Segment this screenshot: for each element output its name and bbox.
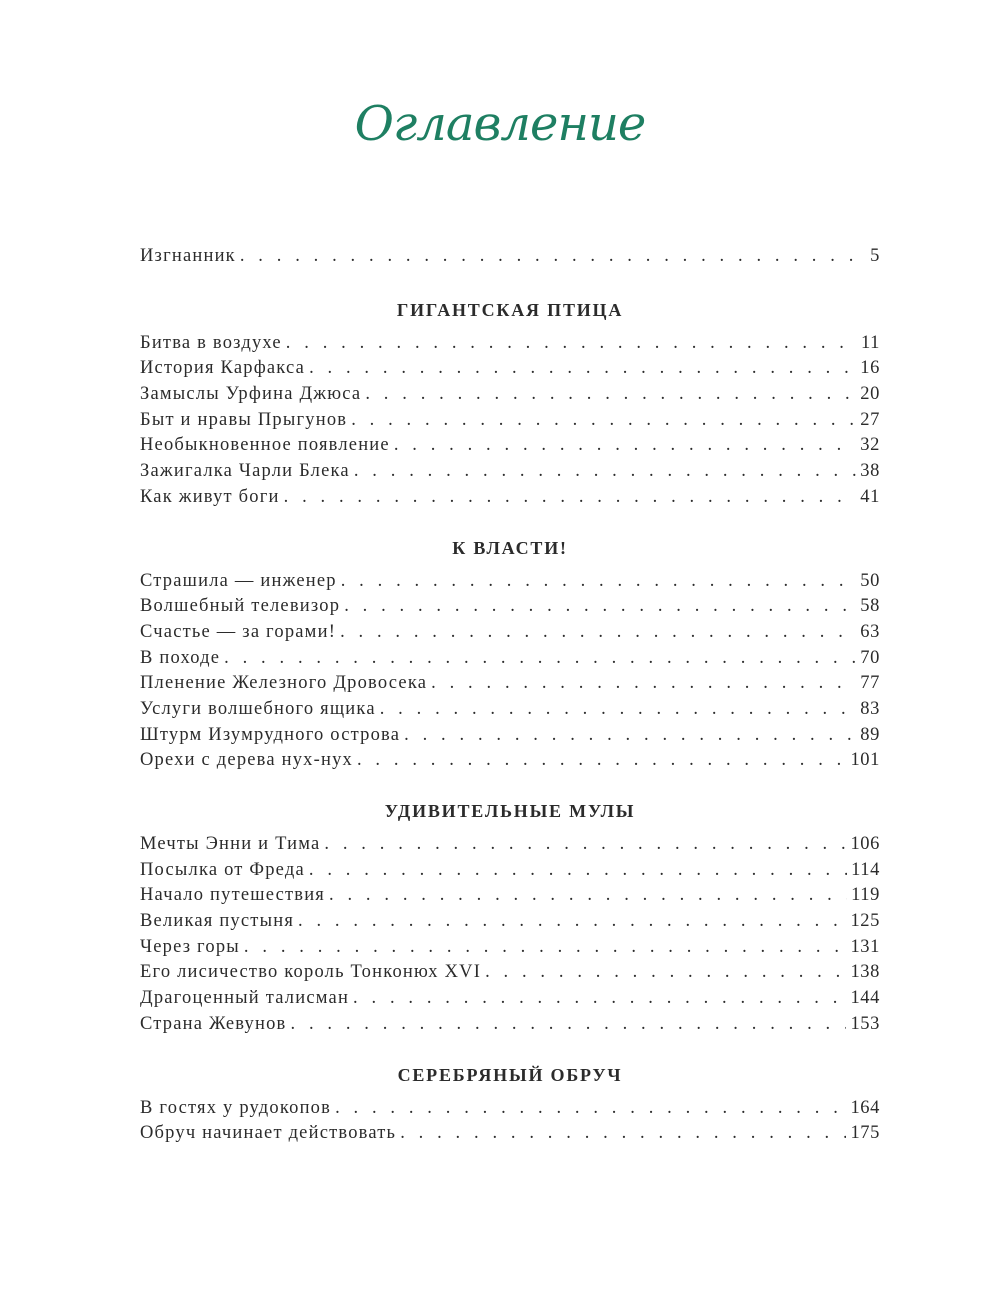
toc-entry-label: Начало путешествия — [140, 885, 326, 906]
dot-leader — [284, 487, 857, 508]
toc-entry[interactable] — [140, 648, 880, 674]
toc-entry-page: 83 — [860, 698, 880, 719]
toc-entry-page: 164 — [850, 1097, 880, 1118]
toc-entry-page: 58 — [860, 596, 880, 617]
toc-entry-label: Его лисичество король Тонконюх XVI — [140, 962, 482, 983]
dot-leader — [400, 1123, 846, 1144]
toc-entry[interactable] — [140, 860, 880, 886]
toc-entry-page: 144 — [850, 988, 880, 1009]
toc-entry-page: 106 — [850, 834, 880, 854]
toc-entry-label: Великая пустыня — [140, 911, 295, 932]
section-heading: СЕРЕБРЯНЫЙ ОБРУЧ — [397, 1064, 623, 1085]
dot-leader — [354, 461, 856, 482]
toc-entry[interactable] — [140, 410, 880, 436]
toc-entry[interactable] — [140, 962, 880, 988]
dot-leader — [365, 384, 856, 405]
toc-entry[interactable] — [140, 937, 880, 963]
dot-leader — [404, 725, 856, 746]
toc-entry-label: Услуги волшебного ящика — [140, 698, 376, 719]
toc-entry-page: 11 — [860, 332, 880, 353]
dot-leader — [329, 885, 847, 906]
toc-entry[interactable] — [140, 1098, 880, 1124]
toc-entry[interactable] — [140, 246, 880, 272]
dot-leader — [394, 435, 856, 456]
toc-entry-label: Необыкновенное появление — [140, 435, 390, 456]
toc-entry-label: Штурм Изумрудного острова — [140, 724, 401, 745]
toc-entry-label: Изгнанник — [140, 246, 236, 266]
toc-entry[interactable] — [140, 596, 880, 622]
dot-leader — [485, 962, 846, 983]
dot-leader — [357, 750, 846, 771]
dot-leader — [353, 988, 846, 1009]
dot-leader — [309, 860, 847, 881]
toc-entry[interactable] — [140, 834, 880, 860]
toc-entry-label: Счастье — за горами! — [140, 621, 337, 642]
dot-leader — [431, 673, 856, 694]
dot-leader — [340, 622, 856, 643]
toc-entry-page: 50 — [860, 570, 880, 591]
dot-leader — [344, 596, 856, 617]
toc-entry-page: 38 — [860, 461, 880, 482]
toc-entry[interactable] — [140, 988, 880, 1014]
toc-entry-page: 175 — [850, 1123, 880, 1144]
section-heading: УДИВИТЕЛЬНЫЕ МУЛЫ — [384, 801, 636, 821]
toc-entry-page: 138 — [850, 962, 880, 983]
dot-leader — [380, 699, 857, 720]
toc-entry-label: Замыслы Урфина Джюса — [140, 384, 362, 405]
toc-entry[interactable] — [140, 487, 880, 513]
toc-entry[interactable] — [140, 911, 880, 937]
toc-entry-page: 70 — [860, 647, 880, 668]
toc-entry-page: 32 — [860, 435, 880, 456]
toc-entry-label: В гостях у рудокопов — [140, 1097, 332, 1118]
toc-entry[interactable] — [140, 673, 880, 699]
toc-entry-page: 5 — [870, 246, 880, 266]
toc-entry-label: Зажигалка Чарли Блека — [140, 461, 350, 482]
toc-entry[interactable] — [140, 750, 880, 776]
toc-entry[interactable] — [140, 333, 880, 359]
page-title: Оглавление — [354, 96, 646, 152]
toc-entry[interactable] — [140, 435, 880, 461]
dot-leader — [335, 1098, 846, 1119]
toc-entry-page: 27 — [860, 409, 880, 430]
toc-entry[interactable] — [140, 699, 880, 725]
toc-entry-label: Орехи с дерева нух-нух — [140, 750, 353, 771]
dot-leader — [291, 1014, 847, 1035]
toc-entry-page: 125 — [850, 911, 880, 932]
toc-entry-label: Обруч начинает действовать — [140, 1123, 397, 1144]
toc-entry-label: Волшебный телевизор — [140, 596, 341, 617]
toc-entry-label: Мечты Энни и Тима — [140, 834, 321, 854]
toc-sections — [140, 298, 880, 1149]
toc-entry-page: 131 — [850, 936, 880, 957]
toc-entry-label: Как живут боги — [140, 486, 280, 507]
toc-entry[interactable] — [140, 461, 880, 487]
toc-entry-label: Битва в воздухе — [140, 332, 282, 353]
dot-leader — [240, 246, 866, 267]
toc-entry[interactable] — [140, 571, 880, 597]
dot-leader — [298, 911, 846, 932]
toc-entry-page: 153 — [850, 1013, 880, 1034]
dot-leader — [351, 410, 856, 431]
dot-leader — [244, 937, 847, 958]
table-of-contents — [140, 246, 880, 1149]
dot-leader — [286, 333, 857, 354]
toc-entry[interactable] — [140, 1123, 880, 1149]
section-heading: К ВЛАСТИ! — [452, 537, 568, 558]
toc-entry-page: 114 — [851, 859, 880, 880]
toc-entry-label: Посылка от Фреда — [140, 859, 305, 880]
toc-entry-label: Страна Жевунов — [140, 1013, 287, 1034]
toc-entry[interactable] — [140, 1014, 880, 1040]
dot-leader — [309, 358, 856, 379]
toc-entry[interactable] — [140, 885, 880, 911]
toc-entry-label: Пленение Железного Дровосека — [140, 673, 428, 694]
toc-entry-page: 20 — [860, 384, 880, 405]
toc-entry-label: Страшила — инженер — [140, 570, 337, 591]
toc-entry-page: 77 — [860, 673, 880, 694]
toc-entry-page: 41 — [860, 486, 880, 507]
toc-entry[interactable] — [140, 358, 880, 384]
toc-entry[interactable] — [140, 384, 880, 410]
dot-leader — [324, 834, 846, 855]
toc-entry-page: 101 — [850, 750, 880, 771]
toc-entry-label: История Карфакса — [140, 358, 306, 379]
toc-entry-page: 89 — [860, 724, 880, 745]
toc-entry-label: Драгоценный талисман — [140, 988, 350, 1009]
dot-leader — [224, 648, 856, 669]
toc-entry-page: 63 — [860, 621, 880, 642]
dot-leader — [341, 571, 857, 592]
section-heading: ГИГАНТСКАЯ ПТИЦА — [396, 299, 624, 320]
toc-entry-page: 16 — [860, 358, 880, 379]
toc-entry-label: Через горы — [140, 936, 240, 957]
toc-entry-label: Быт и нравы Прыгунов — [140, 409, 348, 430]
toc-entry[interactable] — [140, 725, 880, 751]
toc-entry-page: 119 — [851, 885, 880, 906]
toc-entry[interactable] — [140, 622, 880, 648]
toc-entry-label: В походе — [140, 647, 221, 668]
